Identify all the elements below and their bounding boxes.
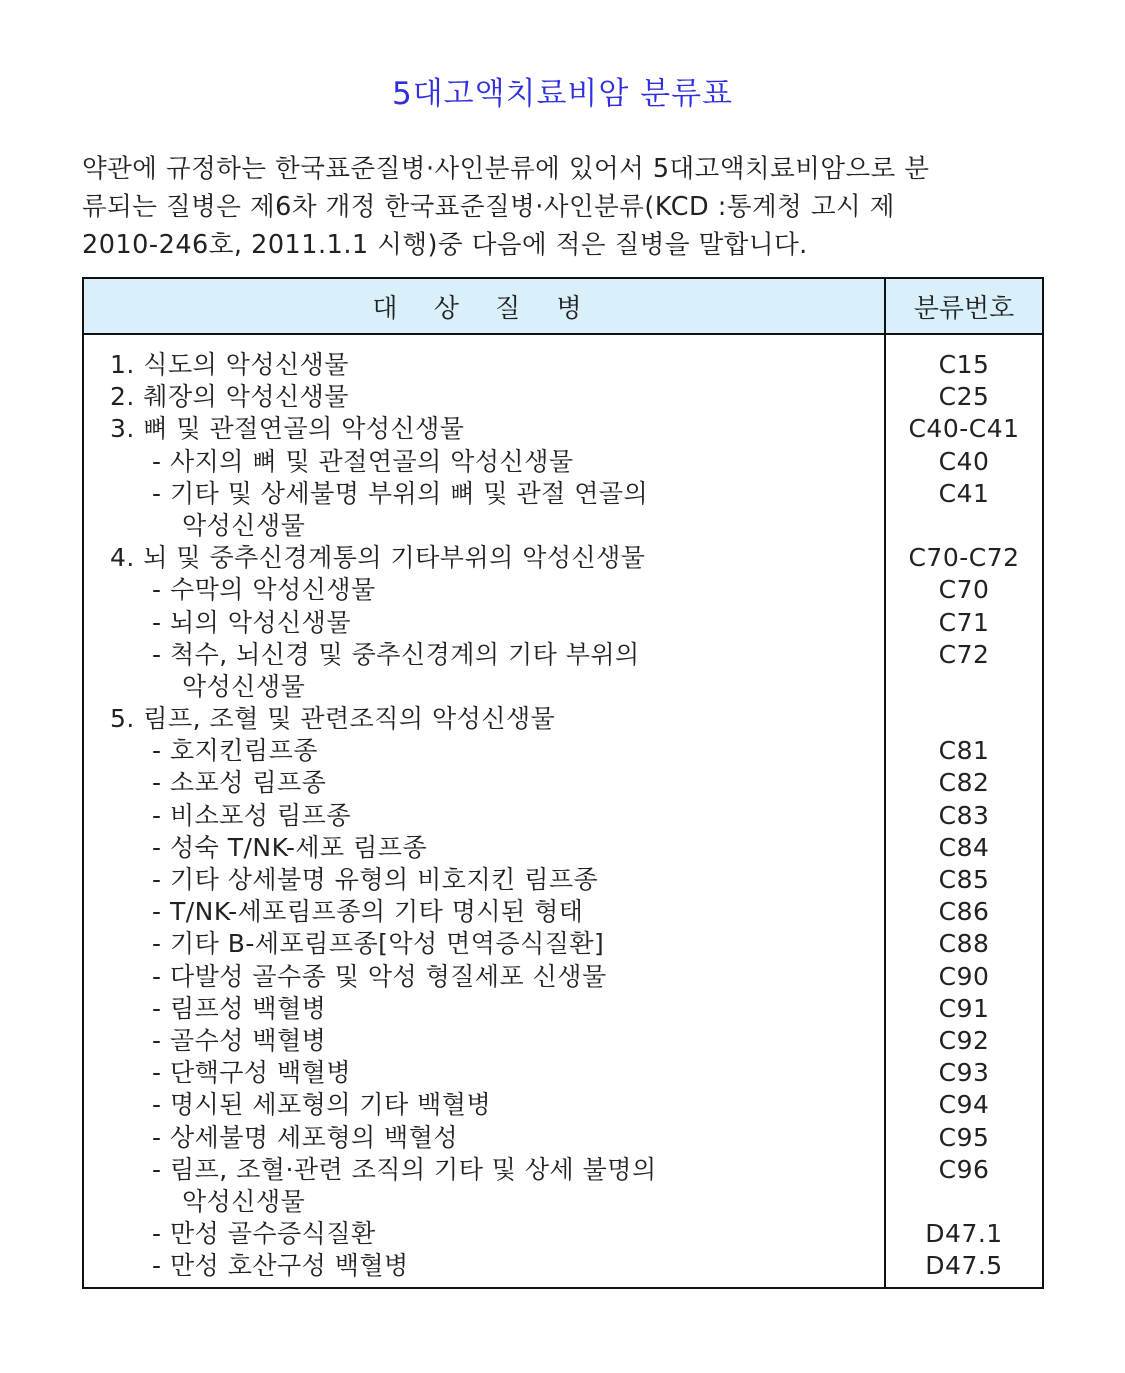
code-entry: C85 (938, 865, 990, 894)
disease-entry: - 상세불명 세포형의 백혈성 (152, 1122, 459, 1152)
disease-entry: - 사지의 뼈 및 관절연골의 악성신생물 (152, 446, 574, 476)
code-entry: D47.5 (925, 1251, 1003, 1281)
disease-entry: - 림프성 백혈병 (152, 993, 327, 1023)
code-entry (886, 1186, 1042, 1218)
disease-entry: 악성신생물 (182, 671, 306, 701)
disease-entry: - 기타 및 상세불명 부위의 뼈 및 관절 연골의 (152, 478, 649, 508)
intro-line: 2010-246호, 2011.1.1 시행)중 다음에 적은 질병을 말합니다. (82, 230, 808, 260)
code-entry: C71 (938, 607, 990, 637)
code-entry: C82 (938, 768, 990, 798)
disease-entry: 악성신생물 (182, 510, 306, 540)
classification-table (82, 277, 1044, 1289)
code-entry: C15 (938, 350, 990, 379)
code-list-cell (885, 334, 1043, 1288)
page-title: 5대고액치료비암 분류표 (391, 76, 734, 112)
code-entry: C91 (938, 993, 990, 1023)
code-entry: C81 (938, 736, 990, 766)
code-entry: C70-C72 (908, 543, 1020, 573)
table-body-row (83, 334, 1043, 1288)
code-entry (886, 671, 1042, 703)
code-entry: C40-C41 (908, 414, 1020, 444)
disease-entry: - T/NK-세포림프종의 기타 명시된 형태 (152, 897, 584, 927)
disease-entry: 악성신생물 (182, 1186, 306, 1216)
intro-line: 류되는 질병은 제6차 개정 한국표준질병·사인분류(KCD :통계청 고시 제 (82, 192, 895, 222)
code-entry: D47.1 (925, 1219, 1003, 1249)
code-entry: C72 (938, 639, 990, 669)
disease-entry: - 만성 호산구성 백혈병 (152, 1251, 409, 1281)
disease-entry: - 성숙 T/NK-세포 림프종 (152, 832, 428, 862)
disease-entry: - 비소포성 림프종 (152, 800, 351, 830)
code-entry: C83 (938, 800, 990, 830)
disease-entry: 1. 식도의 악성신생물 (110, 350, 349, 379)
disease-entry: - 다발성 골수종 및 악성 형질세포 신생물 (152, 961, 607, 991)
code-entry: C93 (938, 1058, 990, 1088)
code-entry: C86 (938, 897, 990, 927)
code-entry: C90 (938, 961, 990, 991)
disease-entry: - 수막의 악성신생물 (152, 575, 376, 605)
disease-entry: 2. 췌장의 악성신생물 (110, 382, 349, 412)
disease-entry: - 척수, 뇌신경 및 중추신경계의 기타 부위의 (152, 639, 640, 669)
disease-entry: - 명시된 세포형의 기타 백혈병 (152, 1090, 492, 1120)
table-header-row (83, 278, 1043, 334)
disease-entry: - 소포성 림프종 (152, 768, 327, 798)
code-entry: C25 (938, 382, 990, 412)
disease-entry: - 림프, 조혈·관련 조직의 기타 및 상세 불명의 (152, 1154, 657, 1184)
disease-entry: - 기타 상세불명 유형의 비호지킨 림프종 (152, 865, 599, 894)
code-entry (886, 510, 1042, 542)
code-entry: C84 (938, 832, 990, 862)
disease-entry: - 단핵구성 백혈병 (152, 1058, 351, 1088)
code-entry (886, 703, 1042, 735)
disease-entry: 3. 뼈 및 관절연골의 악성신생물 (110, 414, 465, 444)
code-entry: C41 (938, 478, 990, 508)
code-entry: C70 (938, 575, 990, 605)
intro-line: 약관에 규정하는 한국표준질병·사인분류에 있어서 5대고액치료비암으로 분 (82, 154, 930, 184)
disease-entry: - 기타 B-세포림프종[악성 면역증식질환] (152, 929, 605, 959)
disease-entry: 5. 림프, 조혈 및 관련조직의 악성신생물 (110, 704, 556, 734)
code-entry: C94 (938, 1090, 990, 1120)
disease-entry: - 뇌의 악성신생물 (152, 607, 351, 637)
code-entry: C40 (938, 446, 990, 476)
disease-entry: - 호지킨림프종 (152, 736, 318, 766)
disease-entry: - 골수성 백혈병 (152, 1025, 327, 1055)
code-entry: C95 (938, 1122, 990, 1152)
disease-entry: - 만성 골수증식질환 (152, 1219, 376, 1249)
code-entry: C96 (938, 1154, 990, 1184)
intro-paragraph (82, 150, 1028, 264)
header-disease: 대 상 질 병 (83, 278, 885, 334)
code-entry: C92 (938, 1025, 990, 1055)
header-code: 분류번호 (885, 278, 1043, 334)
disease-list-cell (83, 334, 885, 1288)
disease-entry: 4. 뇌 및 중추신경계통의 기타부위의 악성신생물 (110, 543, 646, 573)
code-entry: C88 (938, 929, 990, 959)
